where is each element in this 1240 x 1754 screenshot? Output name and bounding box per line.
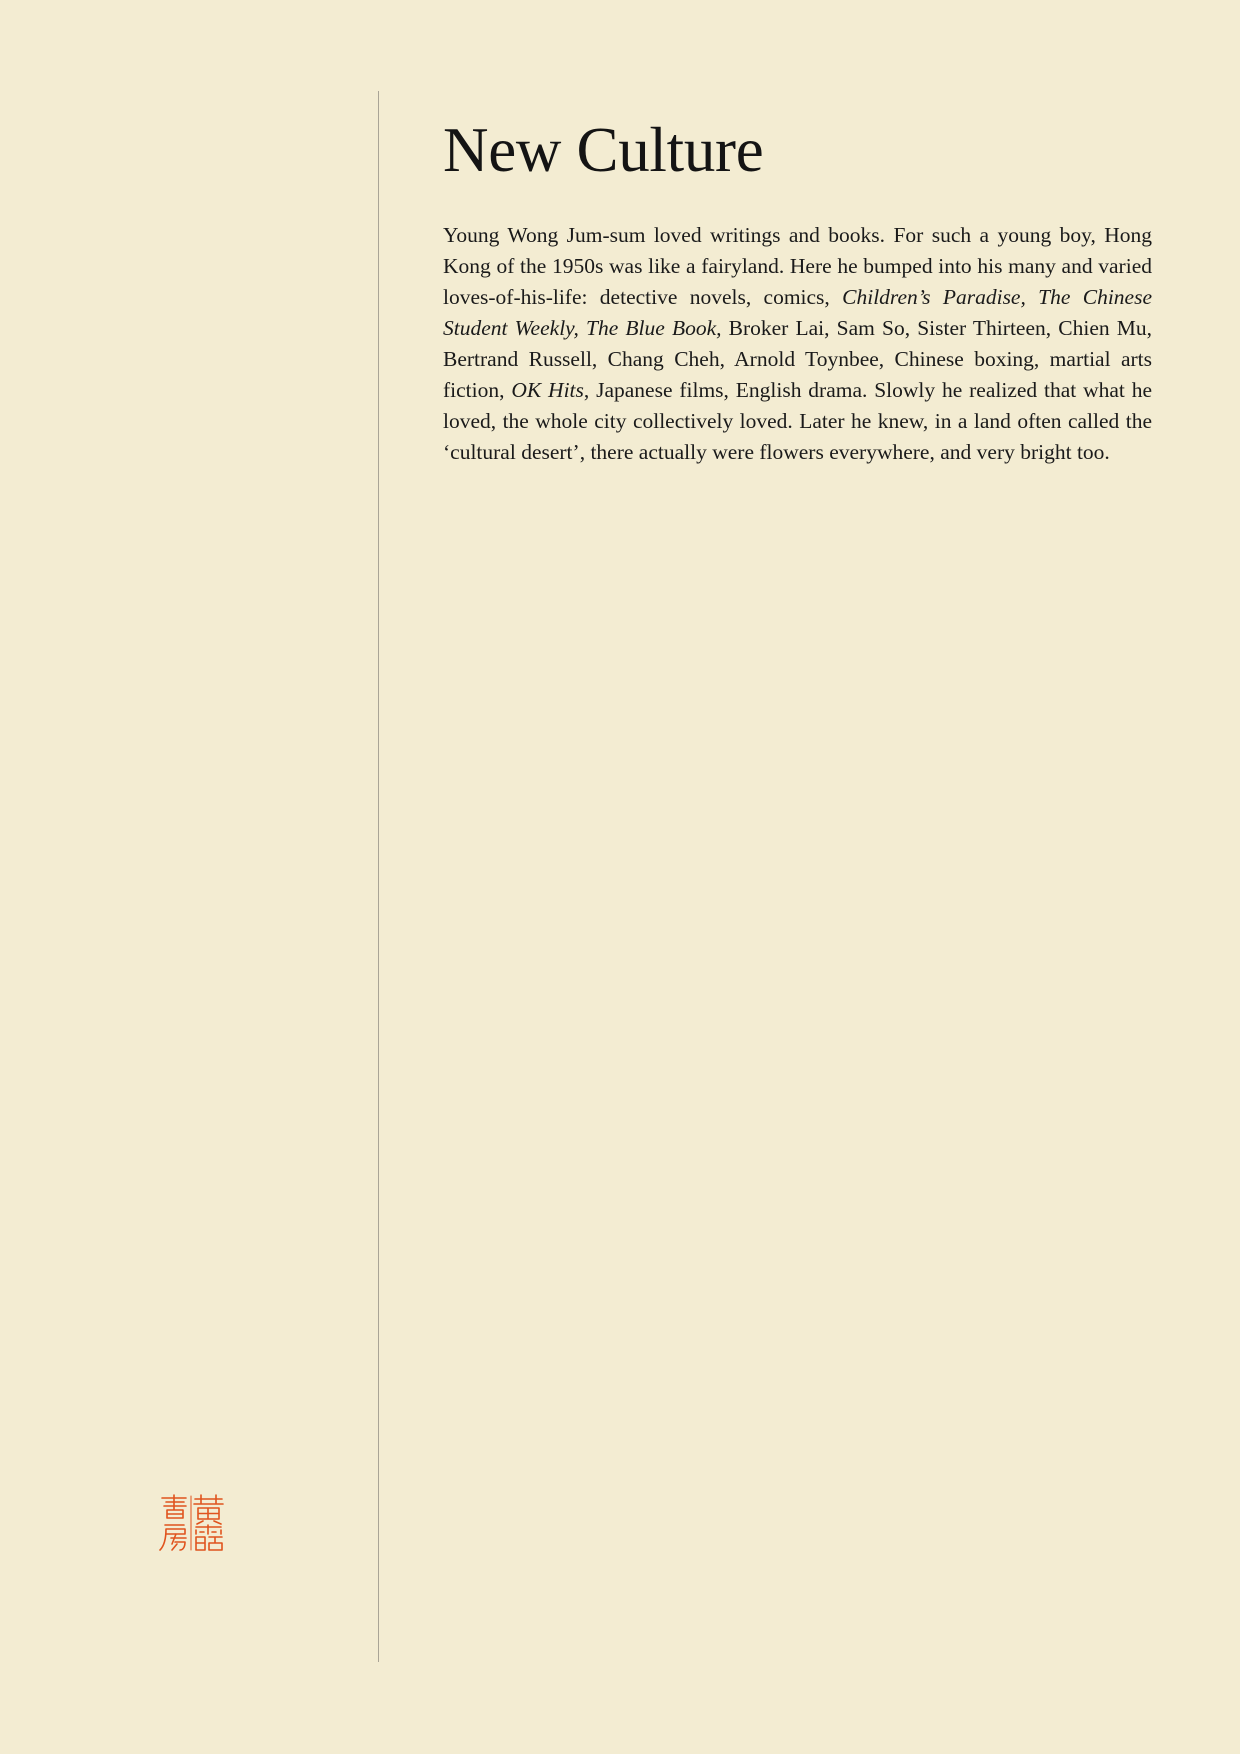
seal-icon: [158, 1494, 224, 1552]
body-text-segment: Young Wong Jum-sum loved writings and books. For such a young boy, Hong Kong of the 1950s was like a fairyland. Here he bumped into his many and varied loves-of-his-life: detective novels, comics,: [443, 223, 1152, 309]
vertical-divider: [378, 91, 379, 1662]
body-text-segment: , Japanese films, English drama. Slowly he realized that what he loved, the whole city collectively loved. Later he knew, in a land often called the ‘cultural desert’, there actually were flowers everywhere, and very bright too.: [443, 378, 1152, 464]
seal-logo: [158, 1494, 224, 1552]
body-italic-titles: Children’s Paradise, The Chinese Student Weekly, The Blue Book,: [443, 285, 1152, 340]
body-paragraph: [443, 220, 1152, 468]
body-italic-title: OK Hits: [511, 378, 584, 402]
main-content: [443, 110, 1152, 468]
page-title: New Culture: [443, 115, 764, 185]
body-text-segment: Broker Lai, Sam So, Sister Thirteen, Chien Mu, Bertrand Russell, Chang Cheh, Arnold Toynbee, Chinese boxing, martial arts fiction,: [443, 316, 1152, 402]
